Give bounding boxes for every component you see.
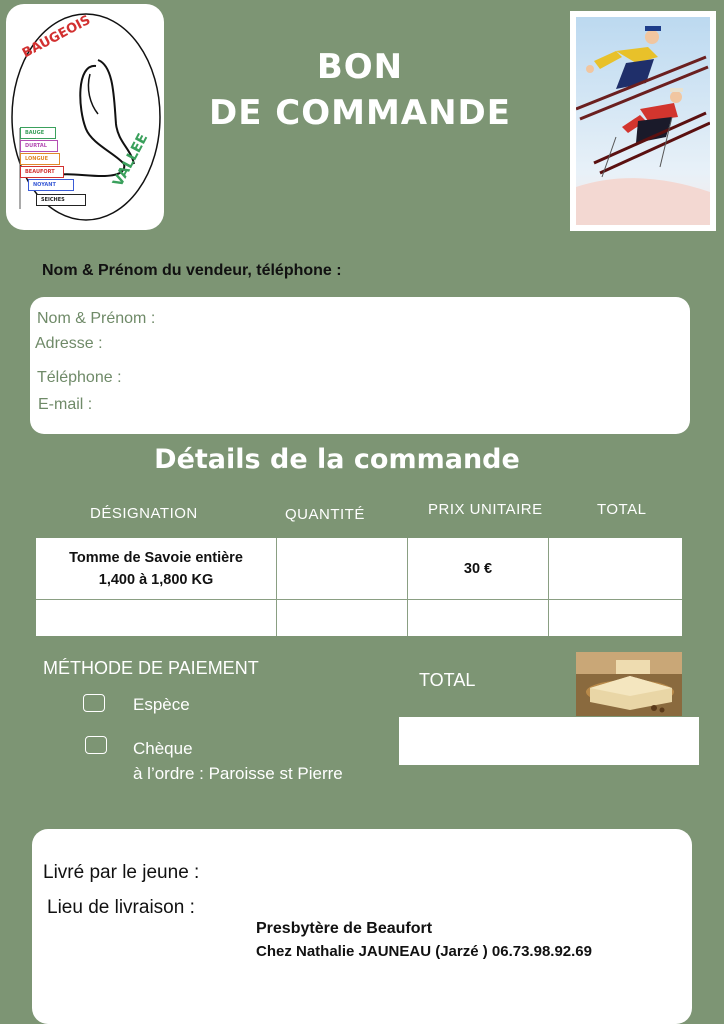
logo-sign-2: DURTAL	[20, 140, 58, 152]
logo-sign-4: BEAUFORT	[20, 166, 64, 178]
cheque-checkbox[interactable]	[85, 736, 107, 754]
column-header-unit-price: PRIX UNITAIRE	[428, 501, 543, 518]
designation-line-2: 1,400 à 1,800 KG	[98, 571, 214, 588]
title-line-2: DE COMMANDE	[208, 93, 512, 133]
logo-sign-6: SEICHES	[36, 194, 86, 206]
cheque-payee: à l’ordre : Paroisse st Pierre	[133, 764, 343, 783]
column-header-quantity: QUANTITÉ	[285, 506, 365, 523]
address-field[interactable]: Adresse :	[35, 335, 103, 352]
logo-sign-1: BAUGE	[20, 127, 56, 139]
logo	[6, 4, 164, 230]
designation-line-1: Tomme de Savoie entière	[69, 549, 243, 566]
cash-checkbox[interactable]	[83, 694, 105, 712]
customer-info-card	[30, 297, 690, 434]
delivery-place-label: Lieu de livraison :	[47, 897, 195, 918]
phone-field[interactable]: Téléphone :	[37, 369, 122, 386]
details-title: Détails de la commande	[154, 444, 520, 475]
table-cell-designation	[36, 538, 277, 600]
vendor-heading: Nom & Prénom du vendeur, téléphone :	[42, 262, 342, 279]
ski-poster-image	[570, 11, 716, 231]
delivery-card	[32, 829, 692, 1024]
table-cell-quantity[interactable]	[277, 600, 408, 636]
page-title	[190, 44, 530, 136]
cheque-label: Chèque	[133, 739, 193, 758]
table-cell-quantity[interactable]	[277, 538, 408, 600]
delivery-address-line-2: Chez Nathalie JAUNEAU (Jarzé ) 06.73.98.92.69	[256, 943, 592, 960]
cheese-image	[576, 652, 682, 716]
delivered-by-field[interactable]: Livré par le jeune :	[43, 862, 200, 883]
name-field[interactable]: Nom & Prénom :	[37, 310, 156, 327]
table-cell-total[interactable]	[549, 600, 682, 636]
table-cell-unit-price: 30 €	[408, 538, 549, 600]
logo-sign-3: LONGUE	[20, 153, 60, 165]
table-cell-total[interactable]	[549, 538, 682, 600]
total-input-box[interactable]	[399, 717, 699, 765]
order-table	[36, 538, 682, 636]
logo-name-bottom: VALLEE	[110, 131, 152, 190]
cash-label: Espèce	[133, 695, 190, 714]
table-cell-unit-price[interactable]	[408, 600, 549, 636]
payment-method-title: MÉTHODE DE PAIEMENT	[43, 658, 259, 678]
column-header-total: TOTAL	[597, 501, 647, 518]
skiers-illustration	[576, 17, 710, 225]
delivery-address-line-1: Presbytère de Beaufort	[256, 920, 433, 937]
total-label: TOTAL	[419, 670, 476, 690]
logo-name-top: BAUGEOIS	[20, 12, 94, 62]
title-line-1: BON	[316, 47, 404, 87]
email-field[interactable]: E-mail :	[38, 396, 93, 413]
logo-sign-5: NOYANT	[28, 179, 74, 191]
column-header-designation: DÉSIGNATION	[90, 505, 198, 522]
table-cell-designation[interactable]	[36, 600, 277, 636]
